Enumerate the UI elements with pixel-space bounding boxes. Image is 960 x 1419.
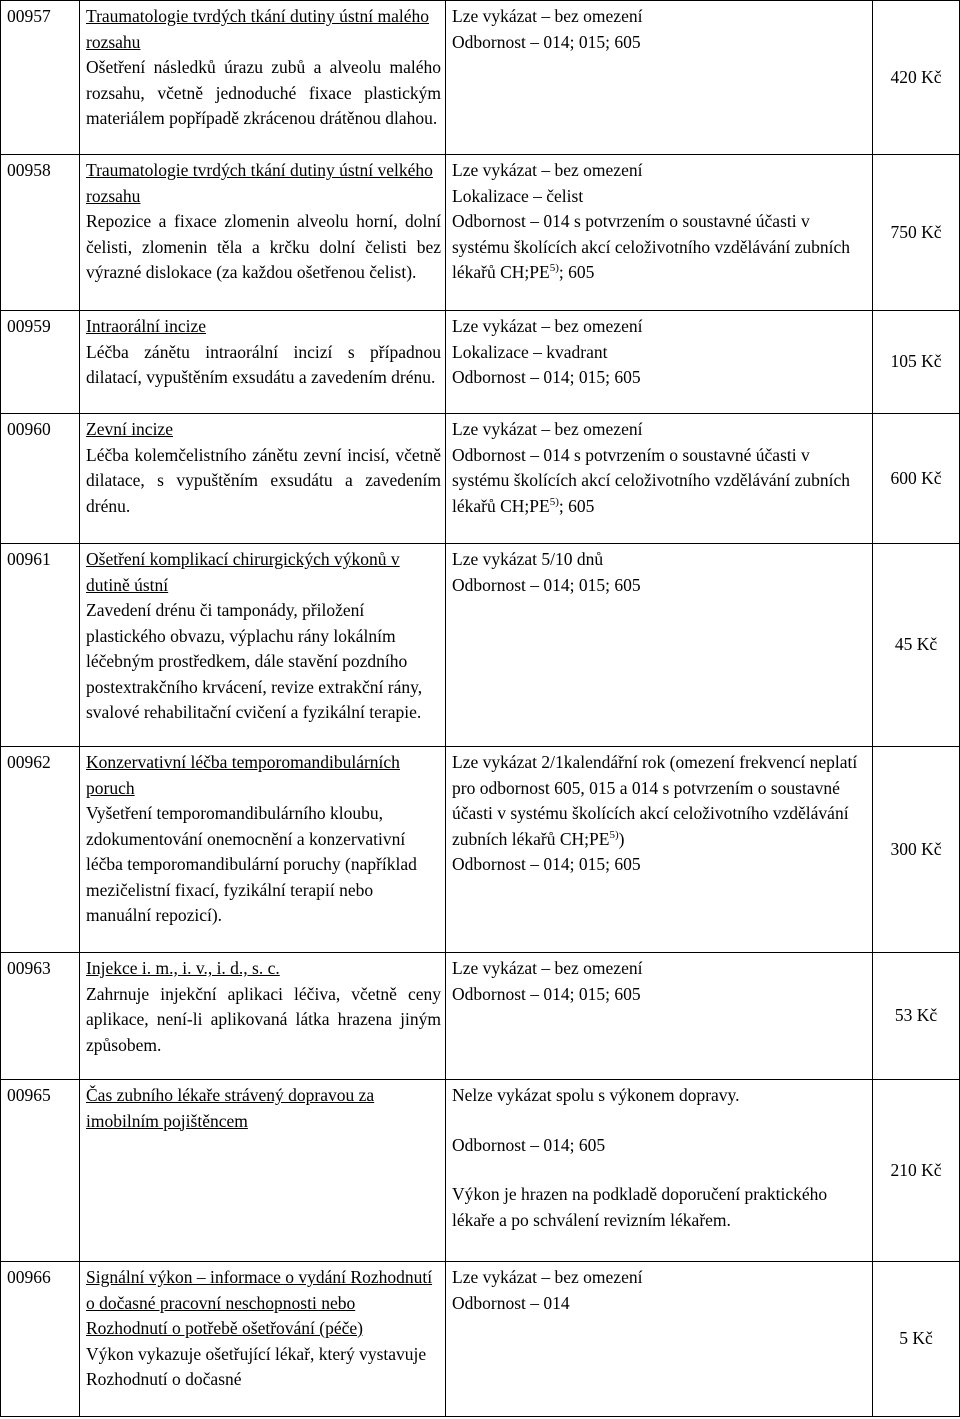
- procedure-code: 00959: [1, 311, 80, 414]
- procedure-description: [80, 953, 446, 1080]
- table-row: [1, 544, 960, 747]
- table-row: [1, 1080, 960, 1262]
- procedure-code: 00962: [1, 747, 80, 953]
- procedure-price: 5 Kč: [873, 1262, 960, 1417]
- procedure-title: Konzervativní léčba temporomandibulárních poruch: [86, 752, 400, 798]
- procedure-price: 105 Kč: [873, 311, 960, 414]
- condition-text: ; 605: [558, 262, 595, 282]
- footnote-ref: 5): [549, 262, 559, 275]
- procedure-description: [80, 155, 446, 311]
- condition-line: [452, 443, 868, 520]
- procedure-price: 300 Kč: [873, 747, 960, 953]
- procedure-description: [80, 544, 446, 747]
- condition-line: Lze vykázat – bez omezení: [452, 6, 643, 26]
- table-row: [1, 1262, 960, 1417]
- procedure-body: Zavedení drénu či tamponády, přiložení plastického obvazu, výplachu rány lokálním léčebným prostředkem, dále stavění pozdního postextrakčního krvácení, revize extrakční rány, svalové rehabilitační cvičení a fyzikální terapie.: [86, 600, 423, 722]
- condition-line: Lokalizace – čelist: [452, 185, 584, 206]
- procedure-description: [80, 311, 446, 414]
- procedure-body: Výkon vykazuje ošetřující lékař, který vystavuje Rozhodnutí o dočasné: [86, 1343, 427, 1389]
- procedure-price: 750 Kč: [873, 155, 960, 311]
- condition-line: [452, 209, 868, 286]
- procedure-body: Repozice a fixace zlomenin alveolu horní, dolní čelisti, zlomenin těla a krčku dolní čelisti bez výrazné dislokace (za každou ošetřenou čelist).: [86, 211, 441, 282]
- procedure-description: [80, 1080, 446, 1262]
- condition-text: Odbornost – 014 s potvrzením o soustavné účasti v systému školících akcí celoživotního vzdělávání zubních lékařů CH;PE: [452, 211, 851, 282]
- footnote-ref: 5): [609, 828, 619, 841]
- procedure-body: Léčba zánětu intraorální incizí s případnou dilatací, vypuštěním exsudátu a zavedením drénu.: [86, 341, 441, 387]
- condition-line: Odbornost – 014; 015; 605: [452, 31, 641, 52]
- condition-line: Odbornost – 014: [452, 1292, 570, 1313]
- table-row: [1, 155, 960, 311]
- procedure-code: 00960: [1, 414, 80, 544]
- procedure-conditions: [446, 747, 873, 953]
- procedure-title: Traumatologie tvrdých tkání dutiny ústní malého rozsahu: [86, 6, 429, 52]
- procedure-title: Traumatologie tvrdých tkání dutiny ústní velkého rozsahu: [86, 160, 433, 206]
- procedure-title: Ošetření komplikací chirurgických výkonů v dutině ústní: [86, 549, 400, 595]
- procedure-price: 600 Kč: [873, 414, 960, 544]
- procedure-price: 210 Kč: [873, 1080, 960, 1262]
- condition-line: Lze vykázat 5/10 dnů: [452, 549, 604, 569]
- footnote-ref: 5): [549, 495, 559, 508]
- condition-line: Odbornost – 014; 015; 605: [452, 983, 641, 1004]
- condition-text: Odbornost – 014 s potvrzením o soustavné účasti v systému školících akcí celoživotního vzdělávání zubních lékařů CH;PE: [452, 444, 851, 516]
- procedure-title: Intraorální incize: [86, 316, 207, 336]
- condition-line: Výkon je hrazen na podkladě doporučení praktického lékaře a po schválení revizním lékařem.: [452, 1184, 828, 1230]
- condition-line: Odbornost – 014; 605: [452, 1134, 606, 1155]
- table-row: [1, 311, 960, 414]
- table-row: [1, 414, 960, 544]
- procedure-description: [80, 414, 446, 544]
- procedure-body: Ošetření následků úrazu zubů a alveolu malého rozsahu, včetně jednoduché fixace plastickým materiálem popřípadě zkrácenou drátěnou dlahou.: [86, 57, 441, 128]
- procedure-body: Léčba kolemčelistního zánětu zevní incisí, včetně dilatace, s vypuštěním exsudátu a zavedením drénu.: [86, 444, 441, 516]
- procedure-body: Zahrnuje injekční aplikaci léčiva, včetně ceny aplikace, není-li aplikovaná látka hrazena jiným způsobem.: [86, 983, 441, 1055]
- condition-line: Lze vykázat – bez omezení: [452, 316, 643, 336]
- procedure-conditions: [446, 1080, 873, 1262]
- condition-line: Odbornost – 014; 015; 605: [452, 854, 641, 874]
- condition-line: Odbornost – 014; 015; 605: [452, 367, 641, 387]
- procedure-conditions: [446, 1262, 873, 1417]
- condition-line: Nelze vykázat spolu s výkonem dopravy.: [452, 1085, 740, 1105]
- procedure-code: 00961: [1, 544, 80, 747]
- table-row: [1, 953, 960, 1080]
- procedure-description: [80, 1262, 446, 1417]
- condition-line: Lze vykázat – bez omezení: [452, 1267, 643, 1287]
- procedure-code: 00957: [1, 1, 80, 155]
- condition-text: ; 605: [558, 495, 595, 516]
- table-row: [1, 747, 960, 953]
- condition-line: Lze vykázat – bez omezení: [452, 160, 643, 180]
- procedure-title: Injekce i. m., i. v., i. d., s. c.: [86, 958, 280, 978]
- procedure-title: Čas zubního lékaře strávený dopravou za imobilním pojištěncem: [86, 1085, 375, 1131]
- procedure-title: Signální výkon – informace o vydání Rozhodnutí o dočasné pracovní neschopnosti nebo Rozhodnutí o potřebě ošetřování (péče): [86, 1267, 433, 1338]
- procedure-body: Vyšetření temporomandibulárního kloubu, zdokumentování onemocnění a konzervativní léčba temporomandibulární poruchy (například mezičelistní fixací, fyzikální terapií nebo manuální repozicí).: [86, 803, 417, 925]
- procedure-code: 00965: [1, 1080, 80, 1262]
- condition-line: Lze vykázat – bez omezení: [452, 958, 643, 978]
- procedure-price: 45 Kč: [873, 544, 960, 747]
- procedure-price: 420 Kč: [873, 1, 960, 155]
- procedure-code: 00966: [1, 1262, 80, 1417]
- procedure-conditions: [446, 311, 873, 414]
- condition-line: [452, 750, 868, 852]
- procedure-conditions: [446, 1, 873, 155]
- procedure-code: 00958: [1, 155, 80, 311]
- procedure-conditions: [446, 414, 873, 544]
- procedure-conditions: [446, 953, 873, 1080]
- procedure-conditions: [446, 155, 873, 311]
- procedure-description: [80, 1, 446, 155]
- condition-line: Lokalizace – kvadrant: [452, 341, 608, 362]
- condition-text: ): [618, 828, 625, 849]
- procedure-code: 00963: [1, 953, 80, 1080]
- procedure-title: Zevní incize: [86, 419, 173, 439]
- condition-line: Odbornost – 014; 015; 605: [452, 574, 641, 595]
- table-row: [1, 1, 960, 155]
- procedure-conditions: [446, 544, 873, 747]
- procedure-price: 53 Kč: [873, 953, 960, 1080]
- procedure-description: [80, 747, 446, 953]
- condition-line: Lze vykázat – bez omezení: [452, 419, 643, 439]
- condition-text: Lze vykázat 2/1kalendářní rok (omezení frekvencí neplatí pro odbornost 605, 015 a 014 s potvrzením o soustavné účasti v systému školících akcí celoživotního vzdělávání zubních lékařů CH;PE: [452, 752, 858, 849]
